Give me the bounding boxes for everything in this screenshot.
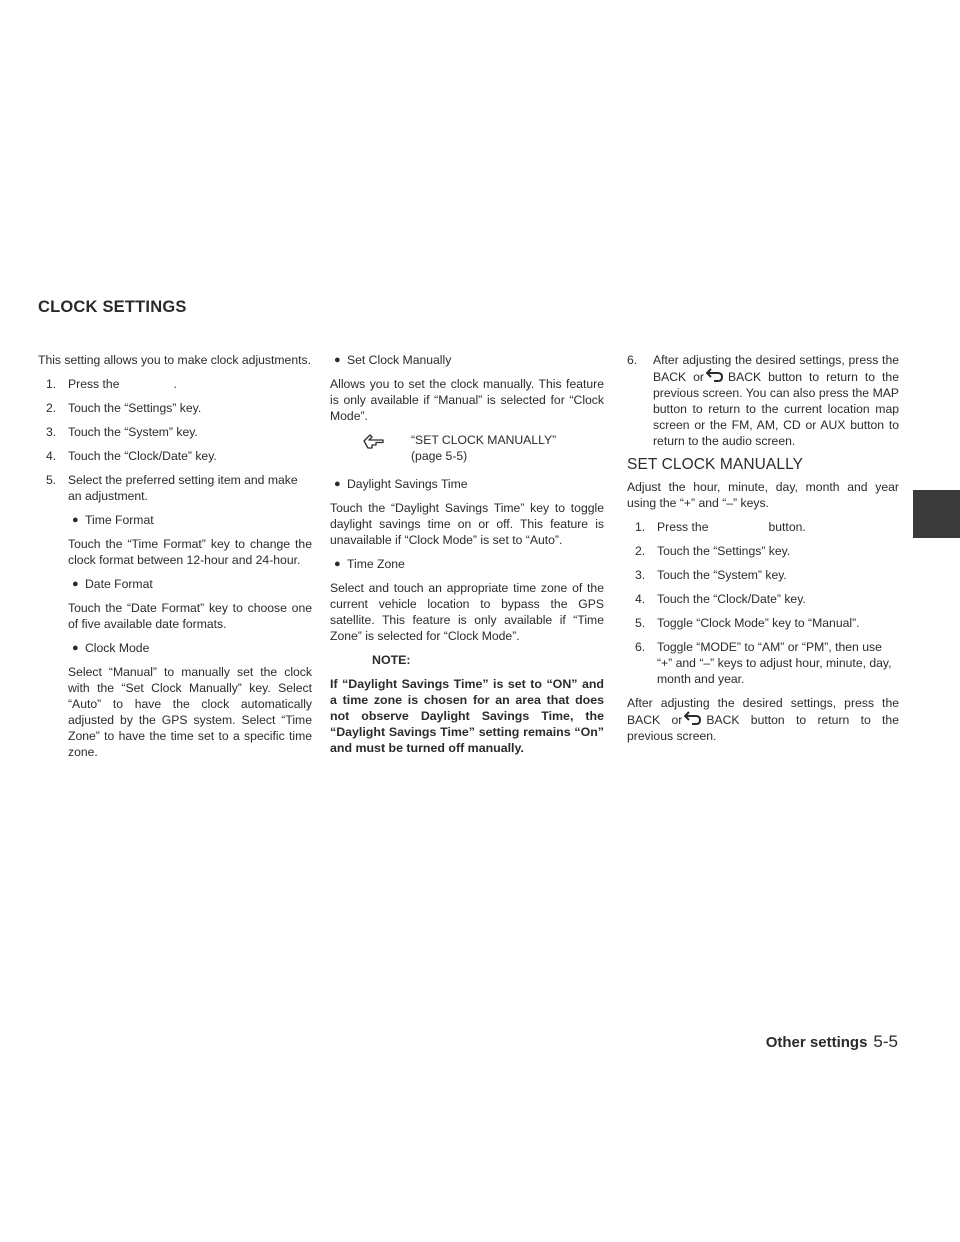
option-date-format-desc: Touch the “Date Format” key to choose one of five available date formats. <box>68 601 312 631</box>
option-time-format: ● Time Format <box>72 513 154 527</box>
footer-page-number: 5-5 <box>873 1032 898 1051</box>
bullet-icon: ● <box>72 642 79 654</box>
back-arrow-icon <box>684 711 702 725</box>
option-daylight-savings: ● Daylight Savings Time <box>334 477 468 491</box>
xref-page: (page 5-5) <box>411 449 468 463</box>
step-6-back: 6. After adjusting the desired settings, press the BACK or BACK button to return to the previous screen. You can also press the MAP button to return to the current location map screen or the FM, AM, CD or AUX button to return to the audio screen. <box>627 353 899 448</box>
option-clock-mode: ● Clock Mode <box>72 641 150 655</box>
step-3: 3. Touch the “System” key. <box>46 425 198 439</box>
option-time-zone: ● Time Zone <box>334 557 405 571</box>
option-time-zone-desc: Select and touch an appropriate time zone of the current vehicle location to bypass the GPS satellite. This feature is only available if “Time Zone” is selected for “Clock Mode”. <box>330 581 604 643</box>
bullet-icon: ● <box>72 514 79 526</box>
back-arrow-icon <box>706 368 724 382</box>
manual-step-3: 3. Touch the “System” key. <box>635 568 787 582</box>
step-5: 5. Select the preferred setting item and make an adjustment. <box>46 473 298 503</box>
xref-title: “SET CLOCK MANUALLY” <box>411 433 557 447</box>
manual-step-2: 2. Touch the “Settings” key. <box>635 544 791 558</box>
set-clock-intro: Adjust the hour, minute, day, month and year using the “+” and “–” keys. <box>627 480 899 510</box>
manual-step-4: 4. Touch the “Clock/Date” key. <box>635 592 806 606</box>
closing-text: After adjusting the desired settings, press the BACK or BACK button to return to the previous screen. <box>627 696 899 743</box>
option-set-clock-manually: ● Set Clock Manually <box>334 353 452 367</box>
note-title: NOTE: <box>372 653 411 667</box>
pointing-hand-icon <box>363 432 385 450</box>
option-set-clock-desc: Allows you to set the clock manually. This feature is only available if “Manual” is selected for “Clock Mode”. <box>330 377 604 423</box>
column-2 <box>330 352 604 756</box>
manual-step-5: 5. Toggle “Clock Mode” key to “Manual”. <box>635 616 860 630</box>
note-body: If “Daylight Savings Time” is set to “ON” and a time zone is chosen for an area that does not observe Daylight Savings Time, the “Daylight Savings Time” setting remains “On” and must be turned off manually. <box>330 677 604 755</box>
option-clock-mode-desc: Select “Manual” to manually set the clock with the “Set Clock Manually” key. Select “Auto” to have the clock automatically adjusted by the GPS system. Select “Time Zone” to have the time set to a specific time zone. <box>68 665 312 759</box>
section-title: CLOCK SETTINGS <box>38 298 187 316</box>
cross-reference[interactable] <box>330 432 604 464</box>
page-footer <box>766 1032 898 1052</box>
step-4: 4. Touch the “Clock/Date” key. <box>46 449 217 463</box>
bullet-icon: ● <box>72 578 79 590</box>
manual-step-6: 6. Toggle “MODE” to “AM” or “PM”, then use “+” and “–” keys to adjust hour, minute, day, month and year. <box>635 640 892 686</box>
column-3 <box>627 352 899 744</box>
bullet-icon: ● <box>334 558 341 570</box>
option-time-format-desc: Touch the “Time Format” key to change the clock format between 12-hour and 24-hour. <box>68 537 312 567</box>
step-2: 2. Touch the “Settings” key. <box>46 401 202 415</box>
subheading-set-clock-manually: SET CLOCK MANUALLY <box>627 456 804 473</box>
step-1: 1. Press the . <box>46 377 177 391</box>
column-1 <box>38 352 312 768</box>
option-daylight-savings-desc: Touch the “Daylight Savings Time” key to toggle daylight savings time on or off. This feature is unavailable if “Clock Mode” is set to “Auto”. <box>330 501 604 547</box>
chapter-tab <box>913 490 960 538</box>
footer-section-label: Other settings <box>765 1034 868 1051</box>
bullet-icon: ● <box>334 354 341 366</box>
intro-text: This setting allows you to make clock adjustments. <box>38 353 311 367</box>
manual-step-1: 1. Press the button. <box>635 520 806 534</box>
option-date-format: ● Date Format <box>72 577 153 591</box>
bullet-icon: ● <box>334 478 341 490</box>
